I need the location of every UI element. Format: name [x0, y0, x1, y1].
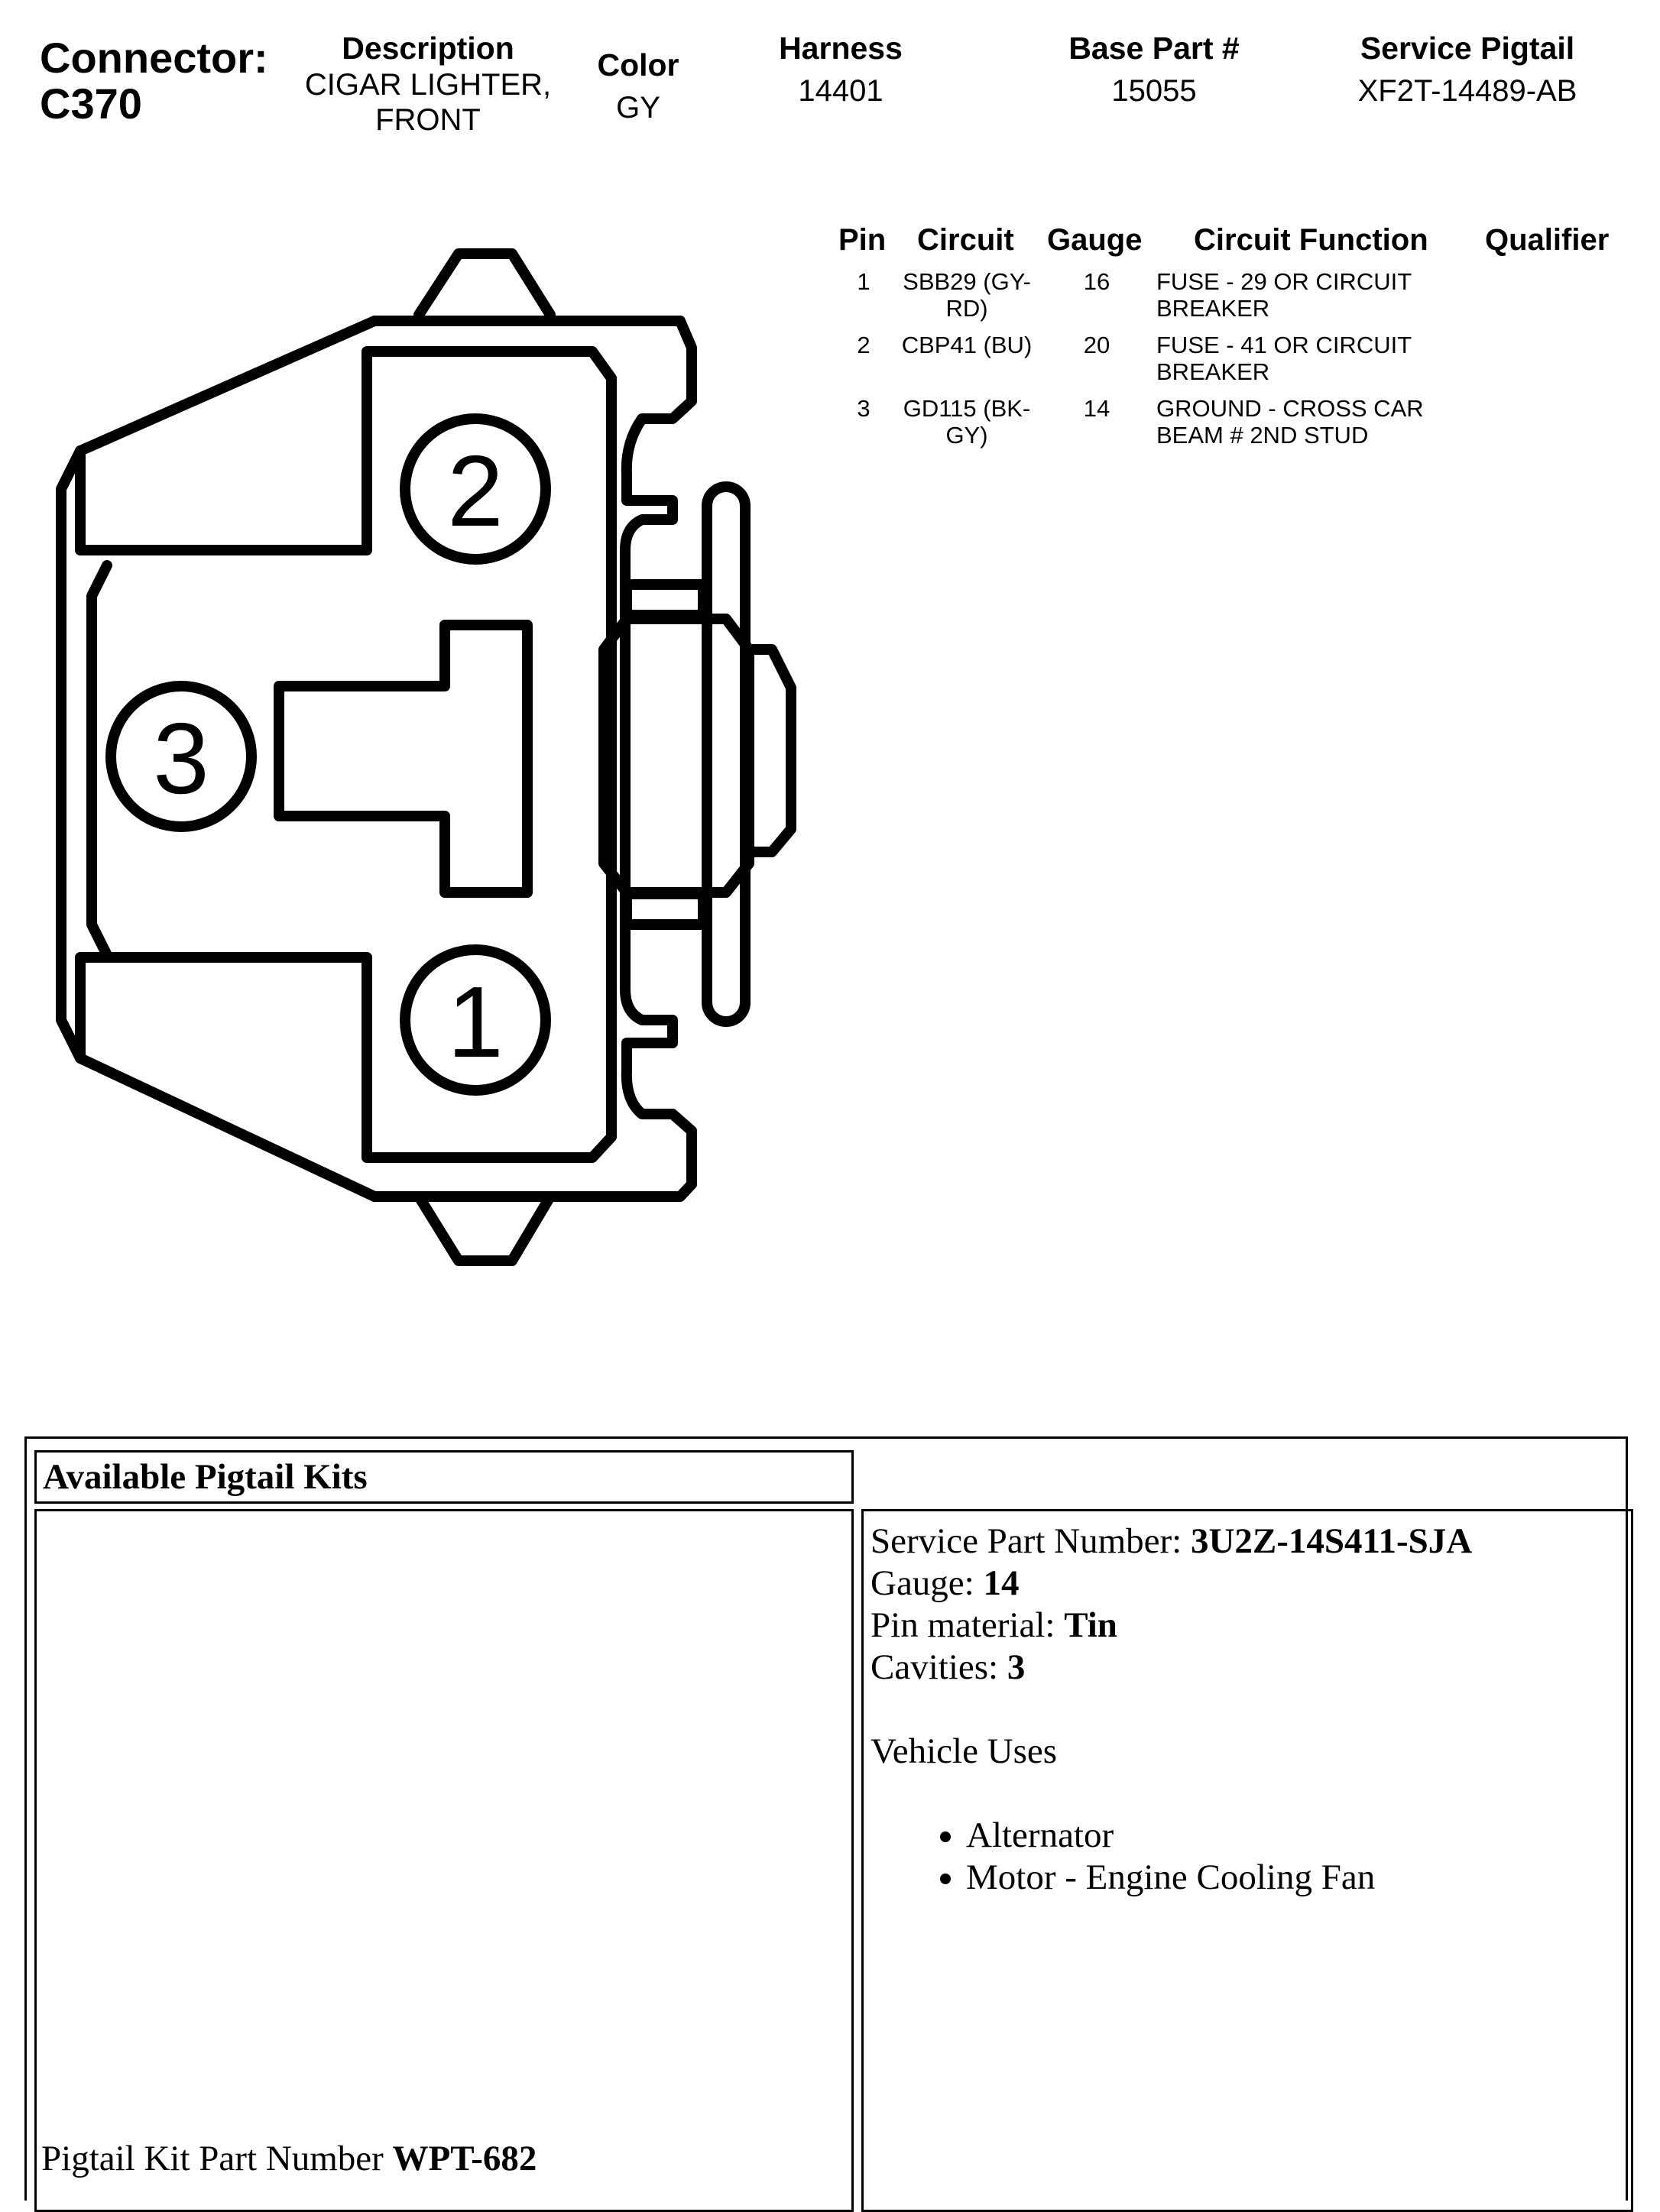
description-header: Description	[342, 31, 514, 66]
pin-row-1-function: FUSE - 29 OR CIRCUIT BREAKER	[1156, 268, 1412, 322]
pin-row-3-function: GROUND - CROSS CAR BEAM # 2ND STUD	[1156, 395, 1424, 449]
color-value: GY	[616, 91, 660, 125]
pigtail-kit-left-cell	[34, 1509, 854, 2212]
connector-face-diagram	[0, 0, 841, 1299]
harness-value: 14401	[798, 74, 883, 108]
service-part-value: 3U2Z-14S411-SJA	[1190, 1521, 1473, 1561]
pin-material-value: Tin	[1064, 1605, 1117, 1645]
side-rail	[707, 487, 745, 1022]
pin-row-2-gauge: 20	[1083, 332, 1110, 358]
bottom-latch-outline	[419, 1197, 550, 1261]
harness-header: Harness	[779, 31, 903, 66]
pin-row-1-pin: 1	[857, 268, 871, 295]
right-boss-tab	[753, 649, 791, 852]
pigtail-kit-part-value: WPT-682	[392, 2139, 537, 2178]
base-part-value: 15055	[1111, 74, 1197, 108]
service-part-label: Service Part Number:	[871, 1521, 1182, 1561]
service-pigtail-column	[1315, 31, 1620, 108]
center-key-outline	[279, 625, 527, 892]
cavities-line	[871, 1647, 1631, 1689]
pin-material-line	[871, 1605, 1631, 1647]
pin-material-label: Pin material:	[871, 1605, 1055, 1645]
gauge-label: Gauge:	[871, 1563, 974, 1603]
pin-row-2-function: FUSE - 41 OR CIRCUIT BREAKER	[1156, 332, 1412, 385]
service-pigtail-value: XF2T-14489-AB	[1357, 74, 1577, 108]
pin-table-header-gauge: Gauge	[1047, 223, 1143, 257]
pin-row-3-gauge: 14	[1083, 395, 1110, 422]
description-value: CIGAR LIGHTER, FRONT	[304, 68, 552, 137]
pigtail-kit-details-cell	[861, 1509, 1633, 2212]
pigtail-kits-title-cell	[34, 1450, 854, 1504]
vehicle-use-item: • Alternator	[966, 1815, 1631, 1857]
cavity-3-label: 3	[153, 702, 209, 815]
service-part-line	[871, 1521, 1631, 1563]
top-latch-outline	[419, 254, 550, 315]
pin-table-header-qualifier: Qualifier	[1485, 223, 1610, 257]
gauge-value: 14	[983, 1563, 1020, 1603]
pin-row-2-circuit: CBP41 (BU)	[901, 332, 1033, 358]
service-pigtail-header: Service Pigtail	[1360, 31, 1575, 66]
base-part-column	[1032, 31, 1276, 108]
pin-table-header-circuit: Circuit	[917, 223, 1014, 257]
gauge-line	[871, 1563, 1631, 1605]
pin-row-2-pin: 2	[857, 332, 871, 358]
pigtail-kit-part-line	[41, 2138, 537, 2180]
connector-label: Connector:	[40, 34, 268, 82]
pin-row-3-circuit: GD115 (BK-GY)	[903, 395, 1031, 449]
cavity-2-label: 2	[447, 435, 504, 547]
side-rail-link-top	[627, 585, 703, 615]
pin-row-1-circuit: SBB29 (GY-RD)	[903, 268, 1031, 322]
cavities-label: Cavities:	[871, 1647, 999, 1687]
pigtail-kit-part-label: Pigtail Kit Part Number	[41, 2139, 384, 2178]
color-header: Color	[597, 47, 679, 83]
vehicle-uses-list	[871, 1815, 1631, 1899]
connector-id: C370	[40, 79, 142, 128]
vehicle-uses-label: Vehicle Uses	[871, 1731, 1058, 1771]
pin-table-header-function: Circuit Function	[1194, 223, 1428, 257]
cavity-1-label: 1	[447, 966, 504, 1078]
pin-row-3-pin: 3	[857, 395, 871, 422]
pin-table-header-pin: Pin	[838, 223, 887, 257]
side-rail-link-bottom	[627, 894, 703, 925]
pigtail-kits-panel	[24, 1436, 1628, 2201]
pin-row-1-gauge: 16	[1083, 268, 1110, 295]
cavities-value: 3	[1007, 1647, 1026, 1687]
pigtail-kits-title: Available Pigtail Kits	[43, 1457, 368, 1497]
base-part-header: Base Part #	[1068, 31, 1240, 66]
housing-inner-left	[92, 565, 107, 955]
vehicle-use-item: • Motor - Engine Cooling Fan	[966, 1857, 1631, 1899]
